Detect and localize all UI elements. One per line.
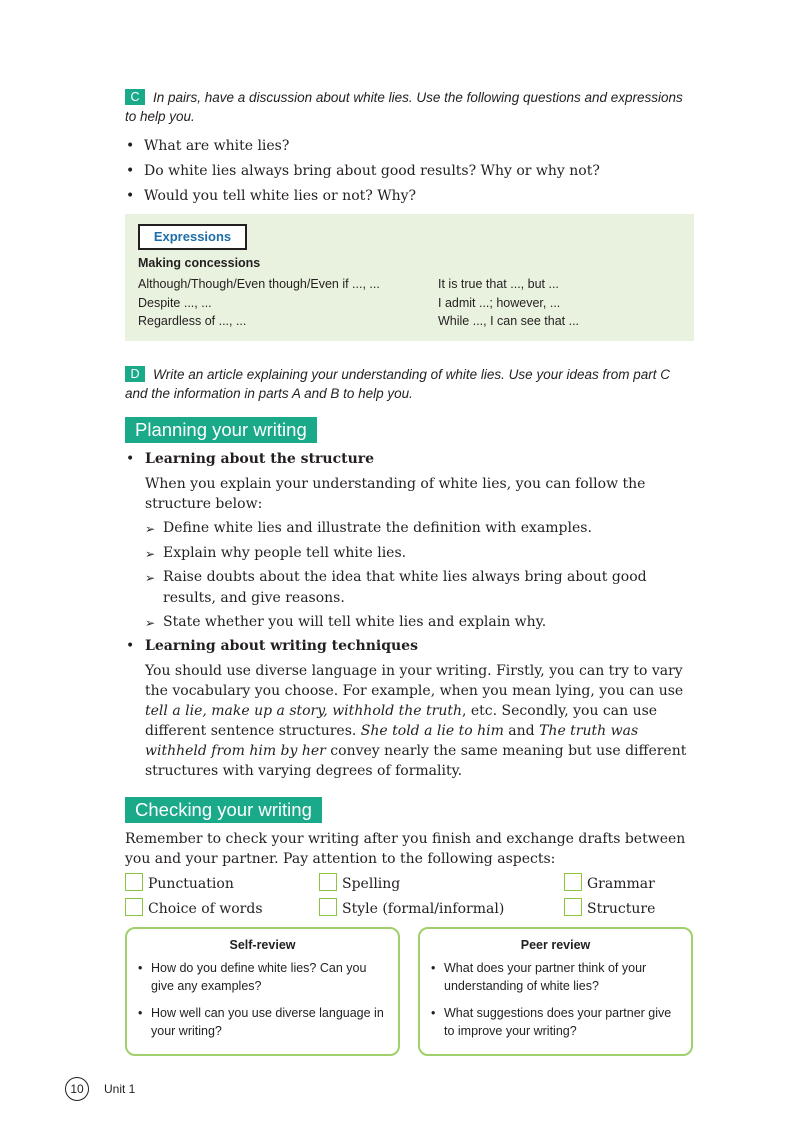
question-item: • What are white lies? — [125, 134, 705, 159]
unit-label: Unit 1 — [104, 1082, 136, 1096]
techniques-text: convey nearly the same meaning but use different structures with varying degrees of formality. — [145, 742, 687, 779]
peer-review-title: Peer review — [520, 938, 591, 952]
self-review-item: • How well can you use diverse language in your writing? — [151, 1004, 392, 1040]
techniques-text: You should use diverse language in your writing. Firstly, you can try to vary the vocabulary you choose. For example, when you mean lying, you can use — [145, 662, 684, 699]
part-d-text: Write an article explaining your understanding of white lies. Use your ideas from part C and the information in parts A and B to help you. — [125, 367, 670, 401]
checklist-label: Choice of words — [148, 901, 263, 917]
expressions-right-column — [438, 275, 579, 331]
expression-item: It is true that ..., but ... — [438, 277, 559, 291]
checkbox[interactable] — [125, 898, 143, 916]
techniques-example: The truth was withheld from him by her — [145, 722, 639, 759]
part-d-label: D — [125, 366, 145, 382]
structure-step: ➢ Raise doubts about the idea that white lies always bring about good results, and give reasons. — [145, 567, 683, 608]
checklist-label: Grammar — [587, 876, 655, 892]
checklist-grammar[interactable] — [564, 873, 655, 894]
expressions-left-column — [138, 275, 380, 331]
checklist-choice-of-words[interactable] — [125, 898, 263, 919]
expression-item: Despite ..., ... — [138, 295, 212, 310]
self-review-box — [125, 927, 400, 1056]
techniques-title: • Learning about writing techniques — [125, 636, 705, 657]
page-number: 10 — [65, 1077, 89, 1101]
part-c-label: C — [125, 89, 145, 105]
self-review-item: • How do you define white lies? Can you give any examples? — [151, 959, 392, 995]
checklist-spelling[interactable] — [319, 873, 400, 894]
checklist-punctuation[interactable] — [125, 873, 234, 894]
peer-review-item: • What does your partner think of your understanding of white lies? — [444, 959, 685, 995]
checkbox[interactable] — [125, 873, 143, 891]
expressions-subtitle: Making concessions — [138, 256, 261, 270]
techniques-example: tell a lie, make up a story, withhold the truth — [145, 702, 462, 719]
planning-heading: Planning your writing — [125, 417, 317, 443]
part-c-text: In pairs, have a discussion about white lies. Use the following questions and expressions to help you. — [125, 90, 683, 124]
self-review-title: Self-review — [229, 938, 296, 952]
checking-intro: Remember to check your writing after you finish and exchange drafts between you and your partner. Pay attention to the following aspects: — [125, 831, 686, 867]
expressions-title: Expressions — [138, 224, 247, 250]
expression-item: I admit ...; however, ... — [438, 295, 561, 310]
checklist-style[interactable] — [319, 898, 504, 919]
peer-review-item: • What suggestions does your partner give to improve your writing? — [444, 1004, 685, 1040]
checklist-structure[interactable] — [564, 898, 655, 919]
peer-review-box — [418, 927, 693, 1056]
expressions-panel — [125, 214, 694, 341]
self-review-list — [127, 959, 398, 1040]
checklist-label: Spelling — [342, 876, 401, 892]
structure-step: ➢ Define white lies and illustrate the definition with examples. — [145, 518, 683, 539]
checklist-label: Punctuation — [148, 876, 234, 892]
checkbox[interactable] — [319, 898, 337, 916]
planning-section — [125, 449, 705, 781]
structure-step: ➢ Explain why people tell white lies. — [145, 543, 683, 564]
checklist-label: Style (formal/informal) — [342, 901, 505, 917]
checkbox[interactable] — [319, 873, 337, 891]
discussion-questions — [125, 134, 705, 209]
structure-step: ➢ State whether you will tell white lies and explain why. — [145, 612, 683, 633]
expression-item: While ..., I can see that ... — [438, 314, 580, 328]
structure-intro: When you explain your understanding of white lies, you can follow the structure below: — [145, 476, 646, 512]
expression-item: Regardless of ..., ... — [138, 314, 247, 328]
question-item: • Do white lies always bring about good results? Why or why not? — [125, 159, 705, 184]
part-c-instruction — [125, 88, 695, 126]
techniques-paragraph — [125, 661, 700, 781]
structure-steps — [125, 518, 705, 633]
techniques-text: , etc. Secondly, you can use different sentence structures. — [145, 702, 658, 739]
checkbox[interactable] — [564, 873, 582, 891]
checking-heading: Checking your writing — [125, 797, 322, 823]
part-d-instruction — [125, 365, 695, 403]
expression-item: Although/Though/Even though/Even if ..., ... — [138, 277, 380, 291]
techniques-example: She told a lie to him — [360, 722, 504, 739]
checkbox[interactable] — [564, 898, 582, 916]
structure-title: • Learning about the structure — [125, 449, 705, 470]
checklist-label: Structure — [587, 901, 656, 917]
techniques-text: and — [503, 722, 540, 739]
peer-review-list — [420, 959, 691, 1040]
question-item: • Would you tell white lies or not? Why? — [125, 184, 705, 209]
